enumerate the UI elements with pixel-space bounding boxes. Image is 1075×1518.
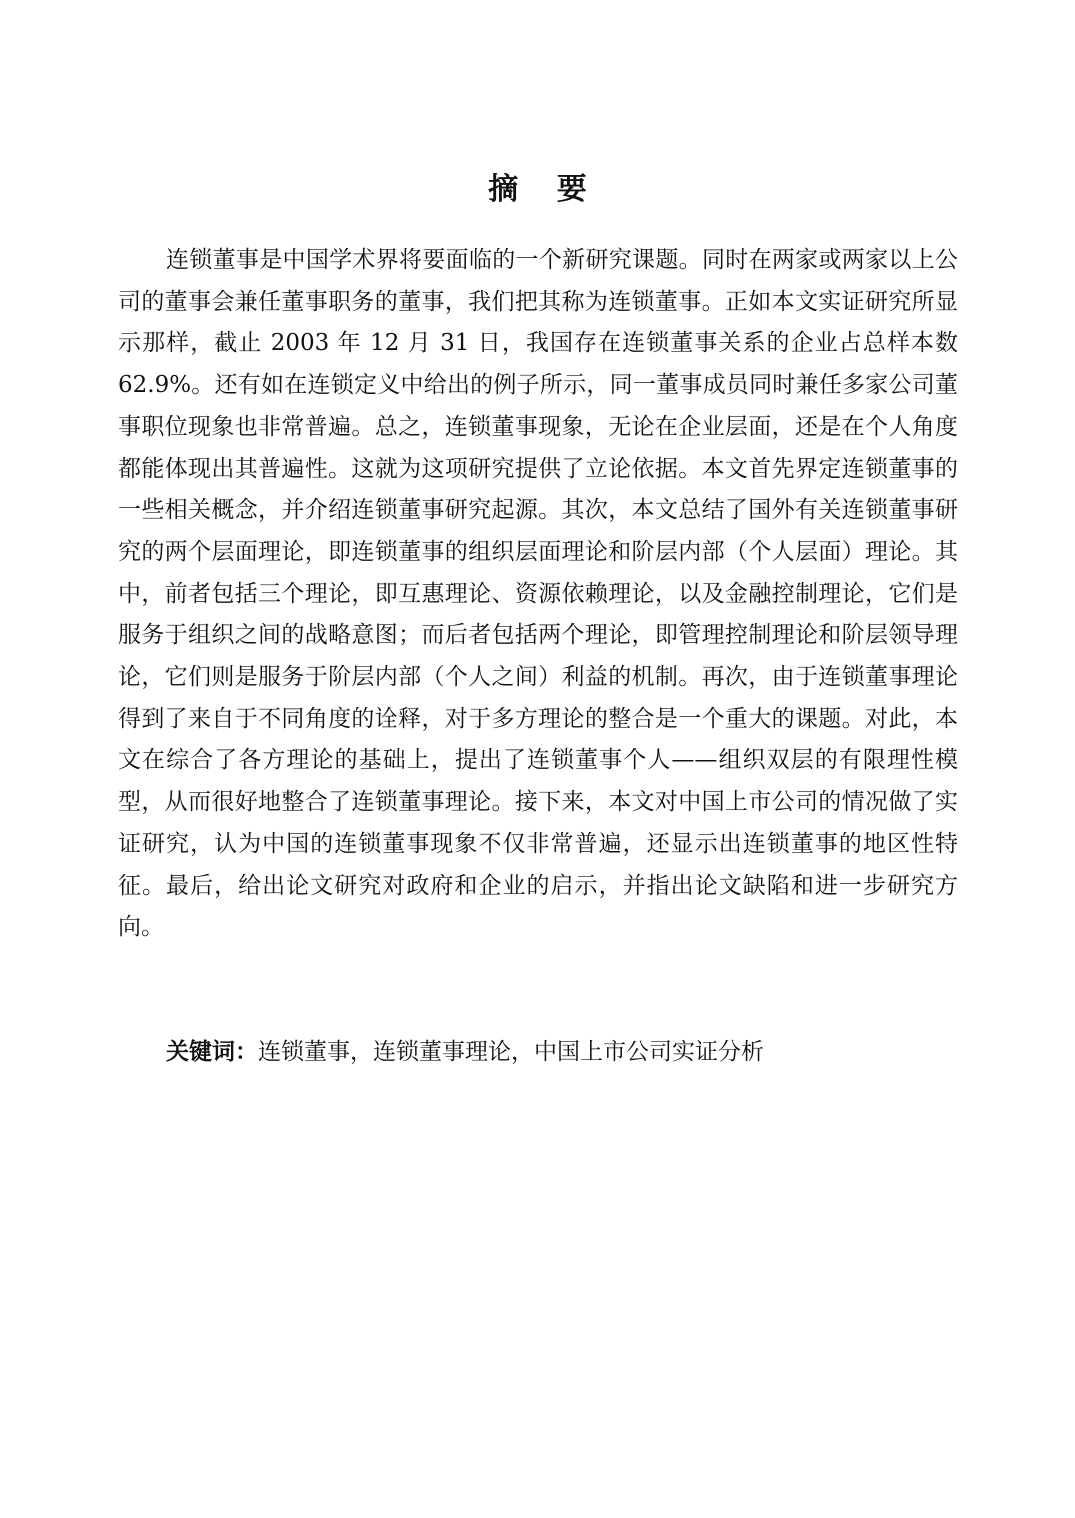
keywords-text: 连锁董事，连锁董事理论，中国上市公司实证分析 — [258, 1039, 764, 1065]
keywords-line — [166, 1032, 966, 1072]
keywords-label: 关键词： — [166, 1039, 258, 1065]
abstract-body: 连锁董事是中国学术界将要面临的一个新研究课题。同时在两家或两家以上公司的董事会兼任董事职务的董事，我们把其称为连锁董事。正如本文实证研究所显示那样，截止 2003 年 12 月 31 日，我国存在连锁董事关系的企业占总样本数 62.9%。还有如在连锁定义中给出的例子所示，同一董事成员同时兼任多家公司董事职位现象也非常普遍。总之，连锁董事现象，无论在企业层面，还是在个人角度都能体现出其普遍性。这就为这项研究提供了立论依据。本文首先界定连锁董事的一些相关概念，并介绍连锁董事研究起源。其次，本文总结了国外有关连锁董事研究的两个层面理论，即连锁董事的组织层面理论和阶层内部（个人层面）理论。其中，前者包括三个理论，即互惠理论、资源依赖理论，以及金融控制理论，它们是服务于组织之间的战略意图；而后者包括两个理论，即管理控制理论和阶层领导理论，它们则是服务于阶层内部（个人之间）利益的机制。再次，由于连锁董事理论得到了来自于不同角度的诠释，对于多方理论的整合是一个重大的课题。对此，本文在综合了各方理论的基础上，提出了连锁董事个人——组织双层的有限理性模型，从而很好地整合了连锁董事理论。接下来，本文对中国上市公司的情况做了实证研究，认为中国的连锁董事现象不仅非常普遍，还显示出连锁董事的地区性特征。最后，给出论文研究对政府和企业的启示，并指出论文缺陷和进一步研究方向。 — [118, 247, 958, 941]
abstract-title: 摘 要 — [488, 172, 601, 207]
